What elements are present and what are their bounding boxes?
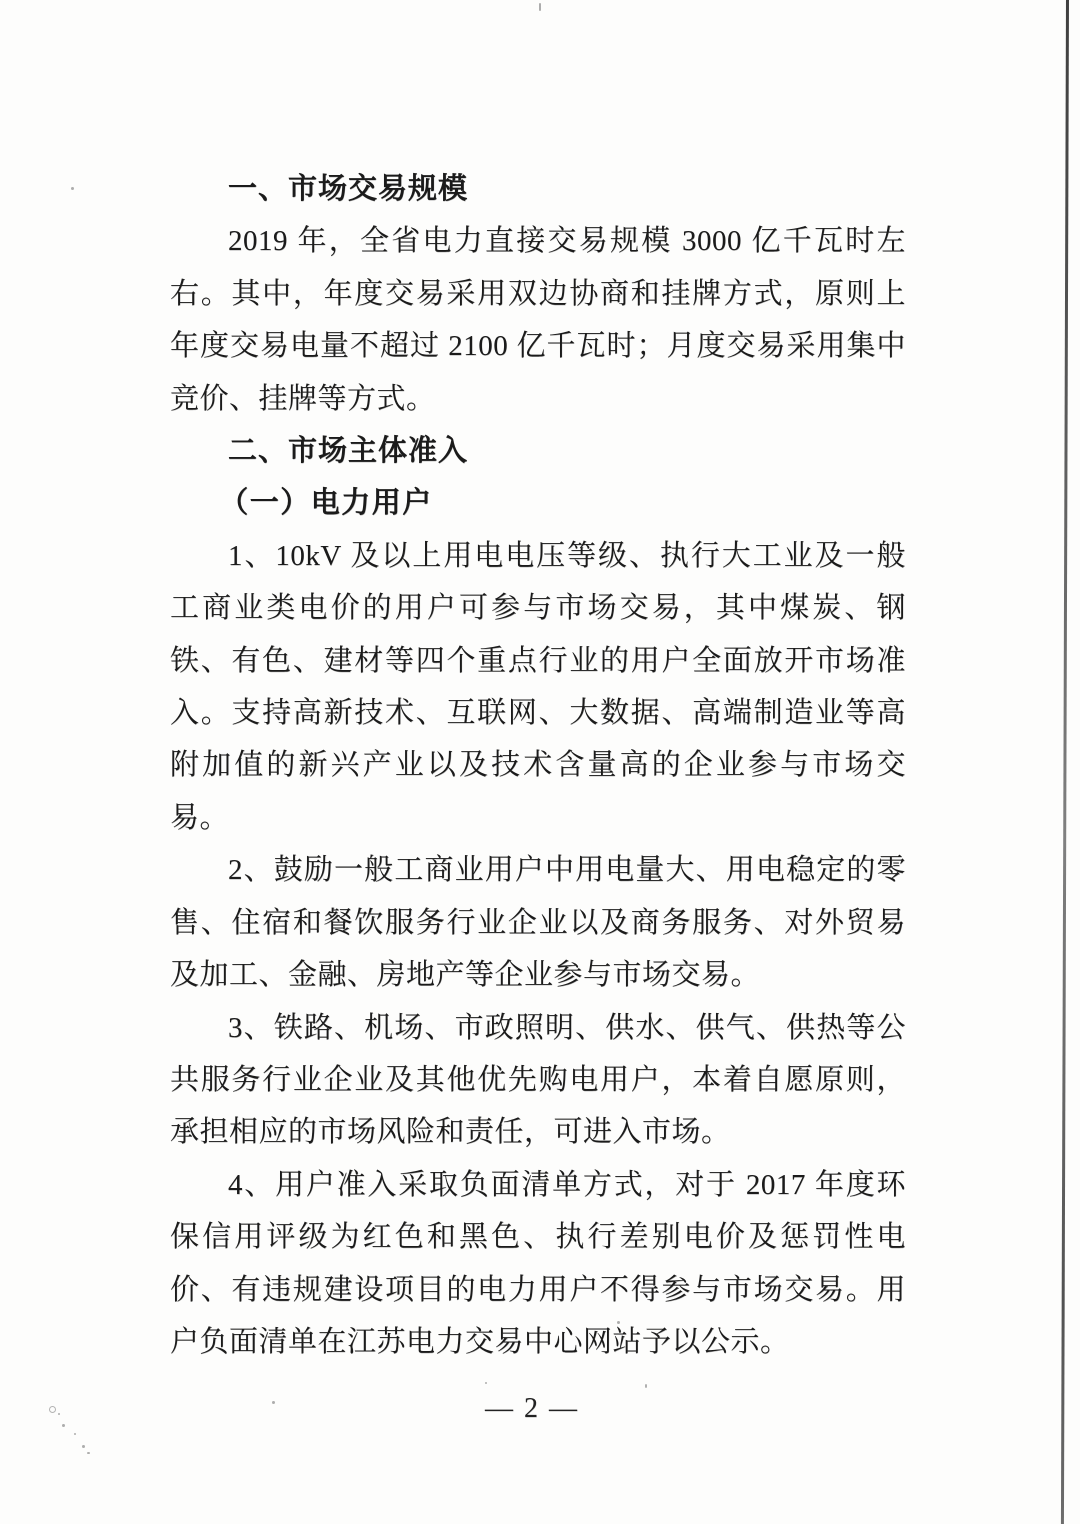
scan-speck: [71, 187, 74, 190]
scan-speck: [272, 1401, 275, 1404]
section-heading-market-entity-access: 二、市场主体准入: [228, 435, 469, 468]
scan-speck: [485, 1382, 487, 1384]
scan-speck: [539, 3, 541, 11]
scan-speck: [49, 1406, 56, 1413]
paragraph-item-2: 2、鼓励一般工商业用户中用电量大、用电稳定的零售、住宿和餐饮服务行业企业以及商务服务、对外贸易及加工、金融、房地产等企业参与市场交易。: [170, 854, 906, 992]
document-body: [170, 163, 906, 1368]
subheading-power-users: （一）电力用户: [219, 487, 433, 520]
scan-speck: [87, 1452, 90, 1454]
scan-speck: [62, 1424, 65, 1427]
section-heading-market-trade-scale: 一、市场交易规模: [228, 173, 469, 205]
scan-speck: [82, 1445, 85, 1448]
scan-speck: [645, 1384, 647, 1388]
scan-speck: [74, 1433, 76, 1435]
page-number: — 2 —: [485, 1393, 579, 1424]
paragraph-item-4: 4、用户准入采取负面清单方式，对于 2017 年度环保信用评级为红色和黑色、执行差别电价及惩罚性电价、有违规建设项目的电力用户不得参与市场交易。用户负面清单在江苏电力交易中心网站予以公示。: [170, 1168, 906, 1358]
scan-edge-artifact: [1061, 0, 1069, 1524]
scan-speck: [617, 1321, 620, 1324]
paragraph-item-1: 1、10kV 及以上用电电压等级、执行大工业及一般工商业类电价的用户可参与市场交易，其中煤炭、钢铁、有色、建材等四个重点行业的用户全面放开市场准入。支持高新技术、互联网、大数据、高端制造业等高附加值的新兴产业以及技术含量高的企业参与市场交易。: [170, 539, 906, 834]
scan-speck: [58, 1413, 60, 1415]
paragraph-trade-scale: 2019 年，全省电力直接交易规模 3000 亿千瓦时左右。其中，年度交易采用双边协商和挂牌方式，原则上年度交易电量不超过 2100 亿千瓦时；月度交易采用集中竞价、挂牌等方式。: [170, 225, 906, 415]
paragraph-item-3: 3、铁路、机场、市政照明、供水、供气、供热等公共服务行业企业及其他优先购电用户，本着自愿原则，承担相应的市场风险和责任，可进入市场。: [170, 1011, 906, 1149]
